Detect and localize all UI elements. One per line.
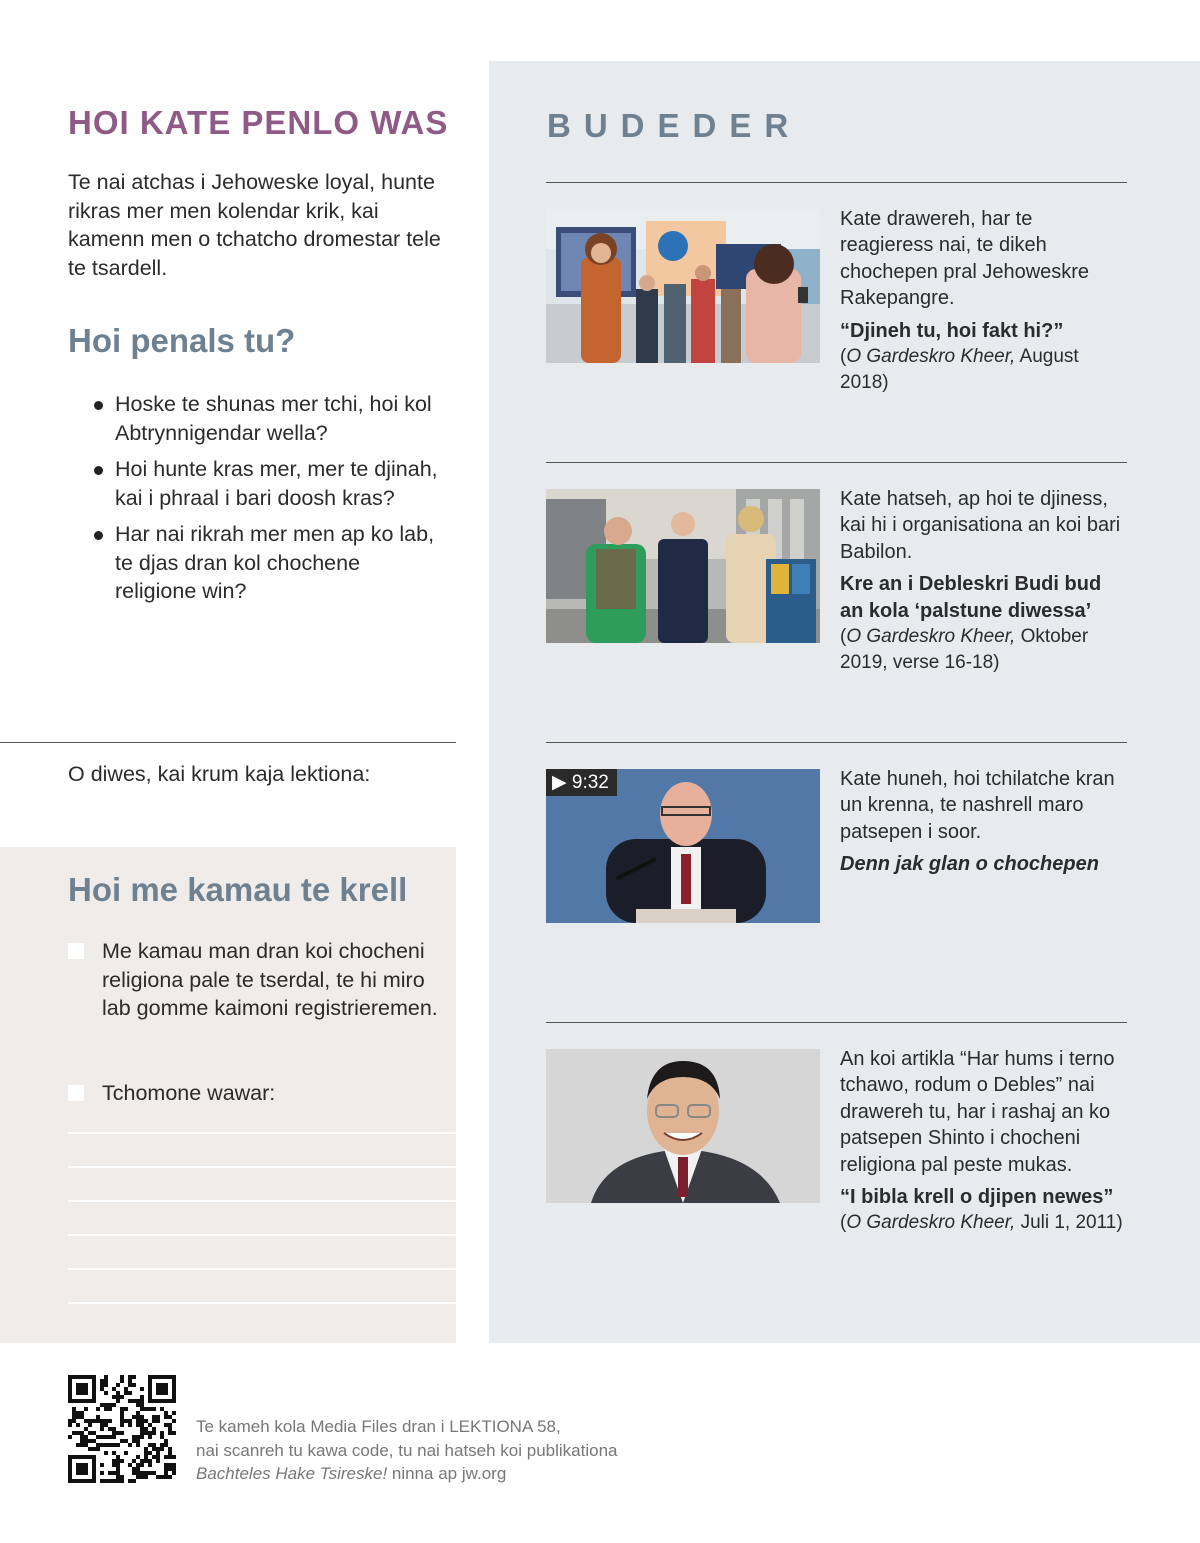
source-reference: (O Gardeskro Kheer, Oktober 2019, verse 16-18) <box>840 626 1089 674</box>
section-title: HOI KATE PENLO WAS <box>68 104 449 141</box>
question-text: Hoske te shunas mer tchi, hoi kol Abtrynnigendar wella? <box>115 392 432 445</box>
footer-line: nai scanreh tu kawa code, tu nai hatseh koi publikationa <box>196 1440 618 1460</box>
footer-line <box>196 1462 618 1486</box>
divider <box>546 742 1127 743</box>
entry-description: Kate drawereh, har te reagieress nai, te dikeh chochepen pral Jehoweskre Rakepangre. <box>840 208 1090 310</box>
article-title[interactable]: “I bibla krell o djipen newes” <box>840 1186 1114 1209</box>
intro-paragraph: Te nai atchas i Jehoweske loyal, hunte rikras mer men kolendar krik, kai kamenn men o tchatcho dromestar tele te tsardell. <box>68 170 441 280</box>
publication-name: Bachteles Hake Tsireske! <box>196 1464 388 1483</box>
street-witnessing-image[interactable] <box>546 489 820 643</box>
writing-line[interactable] <box>68 1302 456 1304</box>
writing-line[interactable] <box>68 1132 456 1134</box>
publication-date: August 2018) <box>840 346 1079 394</box>
writing-line[interactable] <box>68 1268 456 1270</box>
goal-panel <box>0 847 456 1343</box>
checkbox-icon[interactable] <box>68 1085 84 1101</box>
article-title[interactable]: Kre an i Debleskri Budi bud an kola ‘palstune diwessa’ <box>840 573 1102 622</box>
entry-description: Kate hatseh, ap hoi te djiness, kai hi i organisationa an koi bari Babilon. <box>840 488 1121 563</box>
bullet-icon <box>94 531 103 540</box>
publication-date: Oktober 2019, verse 16-18) <box>840 626 1089 674</box>
list-item <box>92 390 444 447</box>
question-text: Har nai rikrah mer men ap ko lab, te djas dran kol chochene religione win? <box>115 522 435 603</box>
source-reference: (O Gardeskro Kheer, Juli 1, 2011) <box>840 1212 1123 1234</box>
entry-description: An koi artikla “Har hums i terno tchawo, rodum o Debles” nai drawereh tu, har i rashaj an ko patsepen Shinto i chocheni religiona pal peste mukas. <box>840 1048 1115 1176</box>
list-item <box>92 455 444 512</box>
footer-note <box>196 1415 618 1486</box>
writing-line[interactable] <box>68 1200 456 1202</box>
publication-name: O Gardeskro Kheer, <box>846 346 1016 368</box>
divider <box>546 1022 1127 1023</box>
divider <box>546 462 1127 463</box>
writing-line[interactable] <box>68 1234 456 1236</box>
people-with-phones-image[interactable] <box>546 209 820 363</box>
divider <box>0 742 456 743</box>
smiling-man-portrait[interactable] <box>546 1049 820 1203</box>
writing-line[interactable] <box>68 1166 456 1168</box>
goal-text: Tchomone wawar: <box>102 1081 276 1105</box>
resource-entry <box>840 766 1130 878</box>
list-item <box>92 520 444 606</box>
duration-label: 9:32 <box>571 772 609 793</box>
goal-text: Me kamau man dran koi chocheni religiona pale te tserdal, te hi miro lab gomme kaimoni registrieremen. <box>102 939 438 1020</box>
source-reference: (O Gardeskro Kheer, August 2018) <box>840 346 1079 394</box>
lesson-date-note: O diwes, kai krum kaja lektiona: <box>68 762 371 786</box>
website-text[interactable]: ninna ap jw.org <box>387 1464 507 1483</box>
resource-entry <box>840 206 1130 397</box>
resource-entry <box>840 1046 1130 1237</box>
left-column <box>0 0 456 1343</box>
goal-heading: Hoi me kamau te krell <box>68 871 408 908</box>
questions-list <box>92 390 444 614</box>
explore-panel <box>489 61 1200 1343</box>
bullet-icon <box>94 466 103 475</box>
goal-checkbox-item[interactable] <box>68 1079 438 1108</box>
publication-date: Juli 1, 2011) <box>1015 1212 1123 1234</box>
checkbox-icon[interactable] <box>68 943 84 959</box>
video-duration: ▶ 9:32 <box>546 769 617 796</box>
speaker-video-thumbnail[interactable] <box>546 769 820 923</box>
qr-code-icon[interactable] <box>68 1375 176 1483</box>
resource-entry <box>840 486 1130 677</box>
footer-line: Te kameh kola Media Files dran i LEKTIONA 58, <box>196 1417 561 1436</box>
explore-title: BUDEDER <box>547 107 802 144</box>
publication-name: O Gardeskro Kheer, <box>846 626 1016 648</box>
publication-name: O Gardeskro Kheer, <box>846 1212 1016 1234</box>
entry-description: Kate huneh, hoi tchilatche kran un krenna, te nashrell maro patsepen i soor. <box>840 768 1115 843</box>
goal-checkbox-item[interactable] <box>68 937 438 1023</box>
divider <box>546 182 1127 183</box>
bullet-icon <box>94 401 103 410</box>
article-title[interactable]: “Djineh tu, hoi fakt hi?” <box>840 319 1064 342</box>
questions-heading: Hoi penals tu? <box>68 322 296 359</box>
video-title[interactable]: Denn jak glan o chochepen <box>840 853 1099 876</box>
question-text: Hoi hunte kras mer, mer te djinah, kai i phraal i bari doosh kras? <box>115 457 438 510</box>
